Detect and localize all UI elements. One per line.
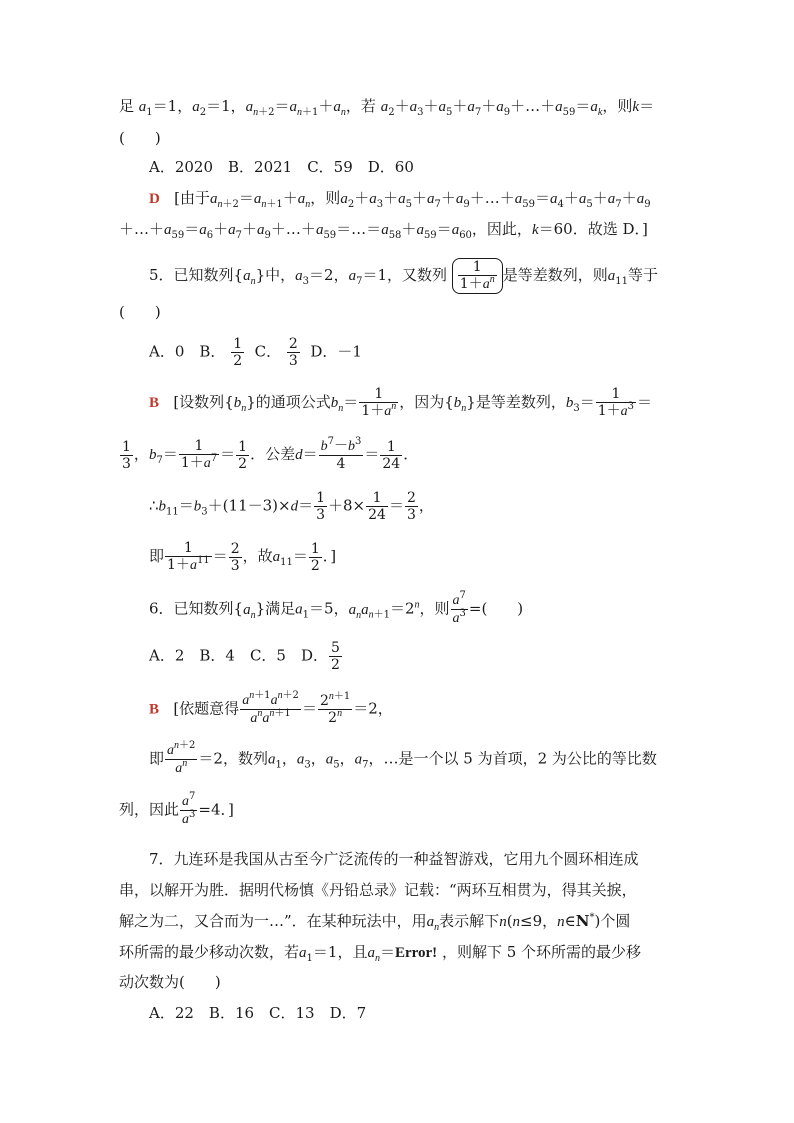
q4-options: A．2020 B．2021 C．59 D．60 [149, 158, 414, 176]
q4-solution-line1: D [由于$a_{n+2}=a_{n+1}+a_n$，则$a_2+a_3+a_5+a_7+a_9+\dots+a_{59}=a_4+a_5+a_7+a_9$ [149, 189, 651, 210]
q6-solution-line3: 列，因此 $\frac{a^7}{a^3}$ =4．] [119, 791, 234, 827]
error-text: Error! [394, 945, 438, 961]
q5-solution-line4: 即 $\frac{1}{1+a^{11}}$ ＝ $\frac{2}{3}$ ，故$a_{11}=$ $\frac{1}{2}$ ．] [149, 540, 337, 574]
q7-line5: 动次数为( ) [119, 973, 221, 991]
q6-options: A．2 B．4 C．5 D． $\frac{5}{2}$ [149, 640, 340, 673]
q5-solution-line1: B [设数列$\{b_n\}$的通项公式$b_n=$ $\frac{1}{1+a^n}$ ，因为$\{b_n\}$是等差数列，$b_3=$ $\frac{1}{1+a^3}$ ＝ [149, 386, 653, 419]
q6-solution-line2: 即 $\frac{a^{n+2}}{a^n}$ ＝2，数列$a_1$，$a_3$，$a_5$，$a_7$，…是一个以 5 为首项，2 为公比的等比数 [149, 740, 657, 776]
q4-answer-letter: D [149, 191, 160, 207]
q6-answer-letter: B [149, 701, 160, 718]
q4-paren: ( ) [119, 129, 161, 147]
q5-solution-line2: $\frac{1}{3}$ ，$b_7=$ $\frac{1}{1+a^7}$ ＝ $\frac{1}{2}$ ．公差d＝ $\frac{b^7-b^3}{4}$ ＝ $\frac{1}{24}$ ． [122, 436, 419, 472]
q5-paren: ( ) [119, 303, 161, 321]
q5-solution-line3: $\therefore b_{11}=b_3+(11-3)\times d=$ $\frac{1}{3}$ ＋8× $\frac{1}{24}$ ＝ $\frac{2}{3}$ ， [149, 490, 434, 523]
q4-stem-line: 足 $a_1=1$，$a_2=1$，$a_{n+2}=a_{n+1}+a_n$，若 $a_2+a_3+a_5+a_7+a_9+\dots+a_{59}=a_k$，则k＝ [119, 97, 655, 118]
q7-line2: 串，以解开为胜．据明代杨慎《丹铅总录》记载：“两环互相贯为，得其关捩， [119, 881, 637, 899]
q4-solution-line2: $+\dots+a_{59}=a_6+a_7+a_9+\dots+a_{59}=\dots=a_{58}+a_{59}=a_{60}$，因此，k＝60．故选 D．] [119, 220, 648, 241]
q7-line1: 7．九连环是我国从古至今广泛流传的一种益智游戏，它用九个圆环相连成 [149, 850, 639, 868]
q7-line4: 环所需的最少移动次数，若$a_1=1$，且$a_n=Error$! ，则解下 5 个环所需的最少移 [119, 943, 642, 964]
q5-stem: 5．已知数列$\{a_n\}$中，$a_3=2$，$a_7=1$，又数列 $\frac{1}{1+a^n}$ 是等差数列，则$a_{11}$等于 [149, 259, 658, 292]
q5-options: A．0 B． $\frac{1}{2}$ C． $\frac{2}{3}$ D．－1 [149, 336, 362, 369]
q6-solution-line1: B [依题意得 $\frac{a^{n+1}a^{n+2}}{a^na^{n+1}}$ ＝ $\frac{2^{n+1}}{2^n}$ ＝2， [149, 690, 393, 726]
q7-line3: 解之为二，又合而为一…”．在某种玩法中，用$a_n$表示解下n(n≤9，n∈N*)个圆 [119, 912, 631, 933]
q5-answer-letter: B [149, 395, 160, 411]
q6-stem: 6．已知数列$\{a_n\}$满足$a_1=5$，$a_na_{n+1}=2^n$，则 $\frac{a^7}{a^3}$ =( ) [149, 590, 524, 626]
q7-options: A．22 B．16 C．13 D．7 [149, 1004, 367, 1022]
